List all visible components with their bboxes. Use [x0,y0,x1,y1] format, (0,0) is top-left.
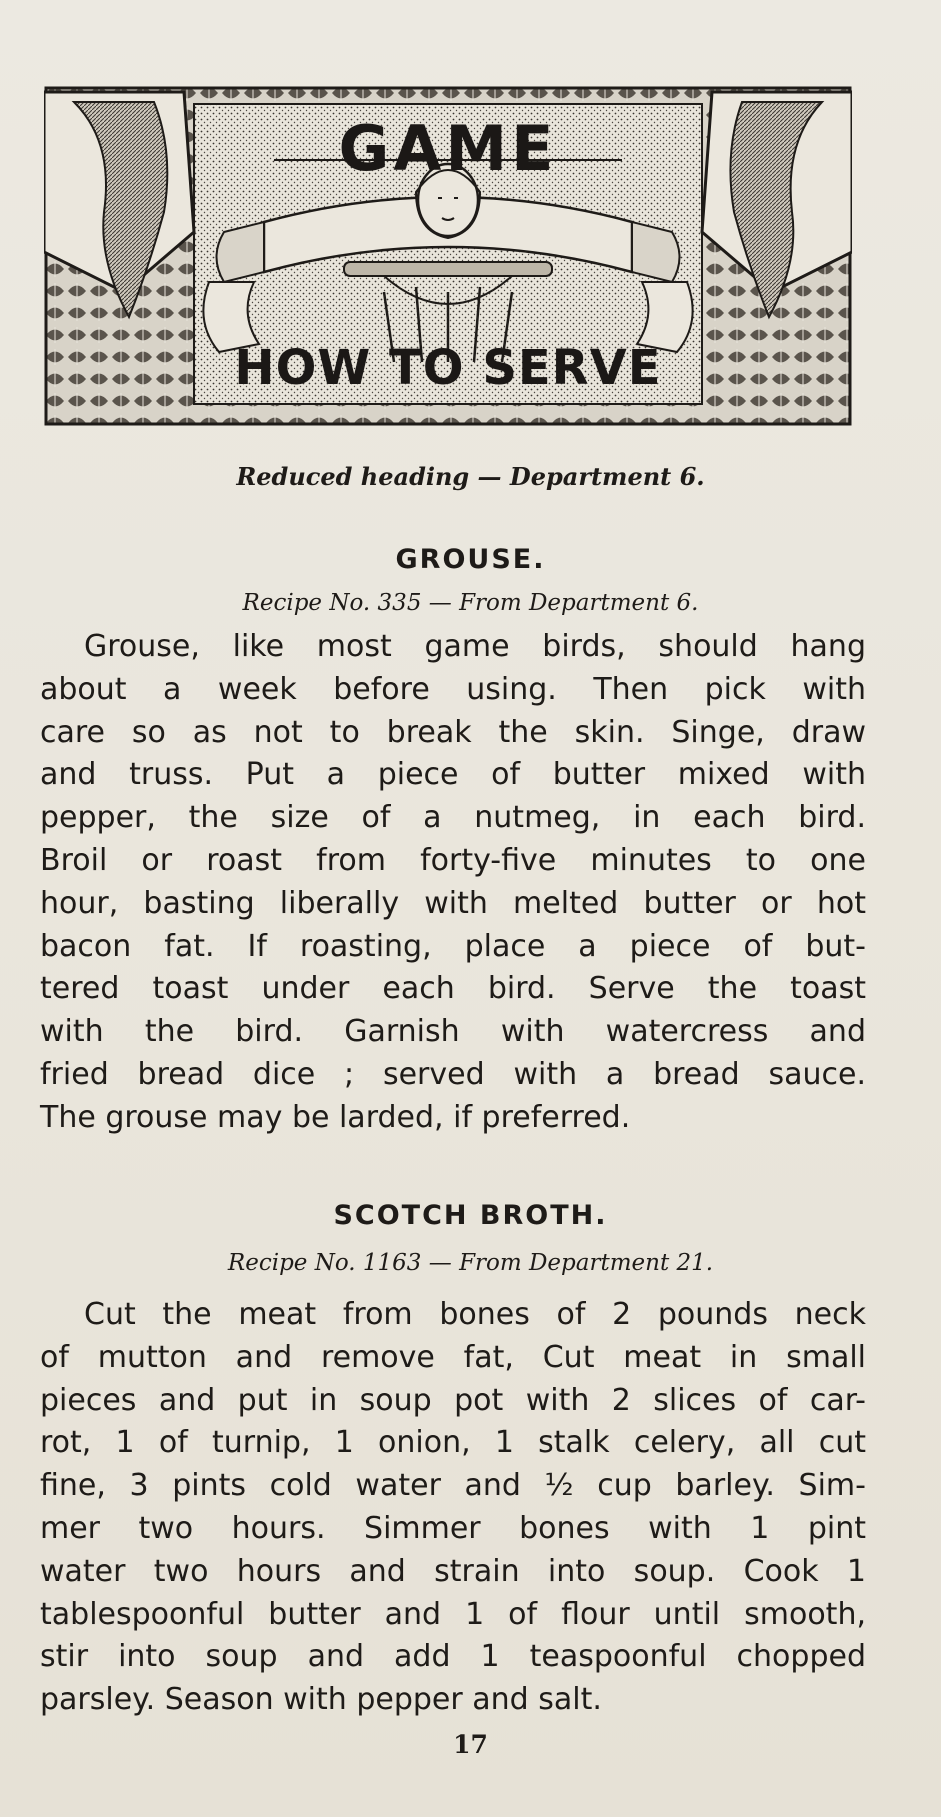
recipe-line: Broil or roast from forty-five minutes to one [40,842,866,878]
recipe-line: care so as not to break the skin. Singe, draw [40,714,866,750]
recipe-line: stir into soup and add 1 teaspoonful chopped [40,1639,866,1675]
heading-subtitle: HOW TO SERVE [234,340,662,396]
recipe-line: of mutton and remove fat, Cut meat in small [40,1339,866,1375]
recipe-line: mer two hours. Simmer bones with 1 pint [40,1510,866,1546]
recipe-line: The grouse may be larded, if preferred. [40,1099,631,1135]
recipe-line: bacon fat. If roasting, place a piece of but- [40,928,866,964]
recipe-line: fine, 3 pints cold water and ½ cup barley. Sim- [40,1468,866,1504]
heading-title: GAME [338,112,558,185]
recipe-source: Recipe No. 1163 — From Department 21. [227,1250,714,1276]
recipe-line: hour, basting liberally with melted butter or hot [40,885,866,921]
recipe-body [40,1294,866,1722]
recipe-line: water two hours and strain into soup. Cook 1 [40,1553,866,1589]
serving-platter [344,262,552,276]
recipe-line: about a week before using. Then pick with [40,671,866,707]
recipe-line: and truss. Put a piece of butter mixed with [40,757,866,793]
recipe-line: fried bread dice ; served with a bread sauce. [40,1056,866,1092]
recipe-line: with the bird. Garnish with watercress and [40,1014,866,1050]
recipe-title: GROUSE. [395,544,546,575]
recipe-title: SCOTCH BROTH. [333,1200,608,1231]
recipe-body [40,626,866,1140]
recipe-line: Grouse, like most game birds, should hang [84,629,866,664]
recipe-line: tered toast under each bird. Serve the toast [40,971,866,1007]
recipe-line: parsley. Season with pepper and salt. [40,1682,602,1718]
page-number: 17 [453,1730,488,1759]
recipe-line: tablespoonful butter and 1 of flour until smooth, [40,1596,866,1632]
recipe-line: Cut the meat from bones of 2 pounds neck [84,1297,866,1332]
heading-caption: Reduced heading — Department 6. [236,462,705,491]
recipe-line: rot, 1 of turnip, 1 onion, 1 stalk celery, all cut [40,1425,866,1461]
ornamental-heading [44,82,852,428]
recipe-line: pepper, the size of a nutmeg, in each bird. [40,800,866,836]
recipe-source: Recipe No. 335 — From Department 6. [242,590,699,616]
recipe-line: pieces and put in soup pot with 2 slices of car- [40,1382,866,1418]
